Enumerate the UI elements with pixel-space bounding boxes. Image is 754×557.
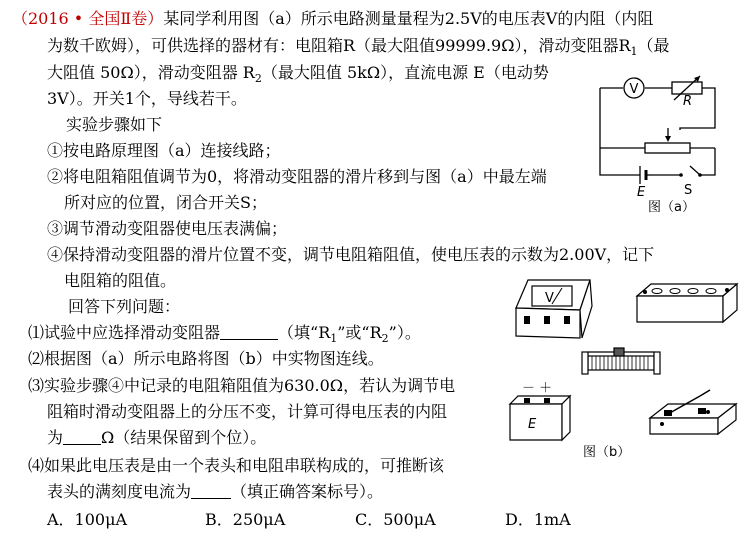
slider-arrow bbox=[665, 136, 671, 142]
option-c[interactable]: C．500μA bbox=[355, 510, 436, 529]
answer-heading: 回答下列问题： bbox=[68, 297, 181, 316]
answer-blank-4[interactable] bbox=[191, 482, 231, 499]
circuit-diagram-a bbox=[590, 70, 740, 215]
step-1: ①按电路原理图（a）连接线路； bbox=[47, 141, 281, 160]
battery-e-label: E bbox=[528, 417, 537, 432]
steps-heading: 实验步骤如下 bbox=[66, 115, 163, 134]
step-3: ③调节滑动变阻器使电压表满偏； bbox=[47, 219, 288, 238]
question-3-line-2: 阻箱时滑动变阻器上的分压不变，计算可得电压表的内阻 bbox=[47, 402, 448, 421]
resistance-box-apparatus bbox=[635, 282, 739, 328]
answer-blank-3[interactable] bbox=[63, 428, 101, 445]
question-4-line-2: 表头的满刻度电流为 （填正确答案标号）。 bbox=[47, 482, 384, 501]
figure-a-caption: 图（a） bbox=[648, 200, 695, 215]
rheostat-body bbox=[645, 143, 690, 153]
source-tag: （2016 • 全国Ⅱ卷） bbox=[12, 9, 164, 28]
question-3-line-1: ⑶实验步骤④中记录的电阻箱阻值为630.0Ω，若认为调节电 bbox=[28, 376, 456, 395]
voltmeter-apparatus bbox=[514, 278, 596, 344]
rheostat-apparatus bbox=[580, 348, 664, 378]
intro-line-2: 为数千欧姆），可供选择的器材有：电阻箱R（最大阻值99999.9Ω），滑动变阻器$R_1$（最 bbox=[47, 36, 670, 59]
question-3-line-3: 为 Ω（结果保留到个位）。 bbox=[47, 428, 267, 447]
battery-label: E bbox=[637, 185, 646, 200]
intro-line-3: 大阻值 50Ω），滑动变阻器 $R_2$（最大阻值 5kΩ），直流电源 E（电动势 bbox=[47, 63, 549, 86]
intro-line-1: （2016 • 全国Ⅱ卷）某同学利用图（a）所示电路测量量程为2.5V的电压表V的内阻（内阻 bbox=[12, 9, 654, 28]
question-2: ⑵根据图（a）所示电路将图（b）中实物图连线。 bbox=[28, 349, 384, 368]
step-4: ④保持滑动变阻器的滑片位置不变，调节电阻箱阻值，使电压表的示数为2.00V，记下 bbox=[47, 245, 655, 264]
answer-blank-1[interactable] bbox=[220, 323, 278, 340]
question-4-line-1: ⑷如果此电压表是由一个表头和电阻串联构成的，可推断该 bbox=[28, 456, 445, 475]
figure-b-caption: 图（b） bbox=[583, 445, 631, 460]
switch-label: S bbox=[684, 183, 693, 198]
step-2-cont: 所对应的位置，闭合开关S； bbox=[64, 193, 267, 212]
step-2: ②将电阻箱阻值调节为0，将滑动变阻器的滑片移到与图（a）中最左端 bbox=[47, 167, 547, 186]
option-b[interactable]: B．250μA bbox=[205, 510, 286, 529]
question-1: ⑴试验中应选择滑动变阻器 （填“$R_1$”或“$R_2$”）。 bbox=[28, 323, 421, 346]
voltmeter-label: V bbox=[629, 82, 639, 97]
step-4-cont: 电阻箱的阻值。 bbox=[64, 271, 177, 290]
battery-polarity: － ＋ bbox=[522, 381, 553, 396]
resistor-label: R bbox=[683, 94, 693, 109]
meter-v-label: V bbox=[545, 291, 554, 306]
switch-apparatus bbox=[648, 388, 738, 438]
option-a[interactable]: A．100μA bbox=[47, 510, 128, 529]
option-d[interactable]: D．1mA bbox=[505, 510, 571, 529]
battery-apparatus bbox=[508, 380, 572, 442]
intro-line-4: 3V）。开关1个，导线若干。 bbox=[47, 89, 247, 108]
